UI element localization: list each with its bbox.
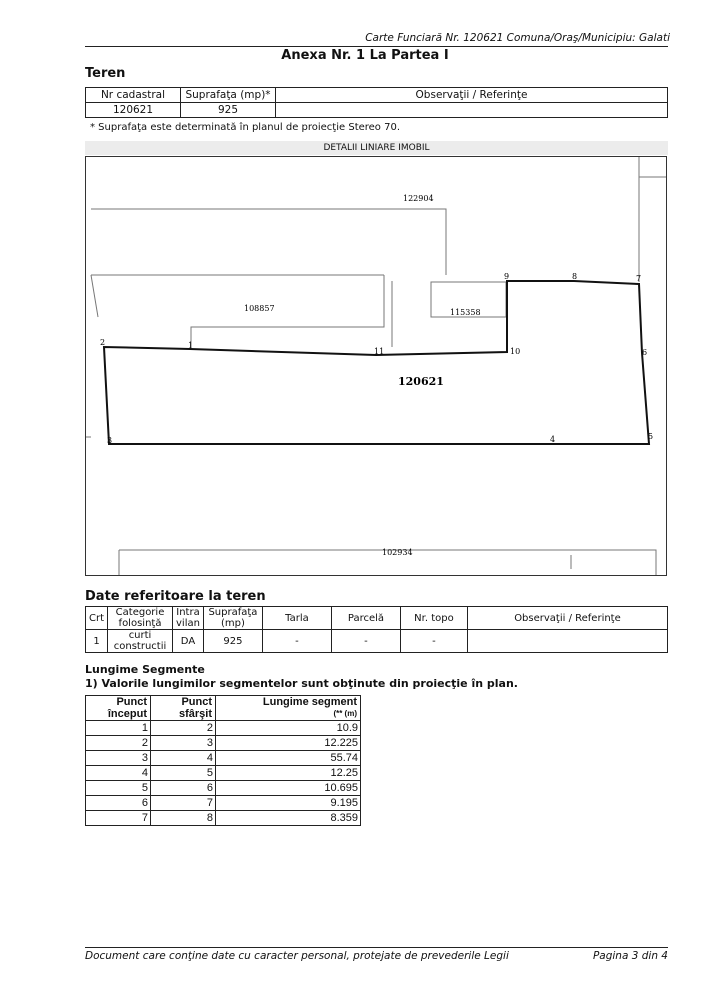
table-row	[86, 796, 361, 811]
date-ref-table	[85, 606, 668, 653]
teren-col-sup: Suprafaţa (mp)*	[181, 88, 276, 103]
teren-section-title: Teren	[85, 66, 126, 81]
dr-h-intravilan: Intra vilan	[173, 607, 204, 630]
point-1-label: 1	[188, 341, 194, 350]
point-9-label: 9	[504, 272, 510, 281]
parcel-map-svg	[86, 157, 666, 575]
seg-end: 4	[151, 751, 216, 766]
table-row	[86, 811, 361, 826]
table-row	[86, 736, 361, 751]
seg-len: 55.74	[216, 751, 361, 766]
annex-title: Anexa Nr. 1 La Partea I	[281, 48, 449, 63]
teren-col-nr: Nr cadastral	[86, 88, 181, 103]
teren-col-obs: Observaţii / Referinţe	[276, 88, 668, 103]
dr-tarla: -	[262, 630, 331, 653]
dr-h-observatii: Observaţii / Referinţe	[467, 607, 667, 630]
seg-h-len: Lungime segment	[262, 696, 357, 708]
point-labels	[100, 272, 653, 445]
dr-nrtopo: -	[400, 630, 467, 653]
teren-table	[85, 87, 668, 118]
dr-h-nrtopo: Nr. topo	[400, 607, 467, 630]
parcel-label-c: 115358	[450, 308, 481, 317]
table-row	[86, 751, 361, 766]
neighbor-lines	[86, 157, 666, 575]
seg-h-len-unit: (** (m)	[333, 709, 357, 718]
table-row	[86, 721, 361, 736]
seg-len: 10.9	[216, 721, 361, 736]
seg-end: 7	[151, 796, 216, 811]
seg-start: 7	[86, 811, 151, 826]
dr-intravilan: DA	[173, 630, 204, 653]
seg-len: 8.359	[216, 811, 361, 826]
seg-end: 8	[151, 811, 216, 826]
seg-start: 4	[86, 766, 151, 781]
footer-disclaimer: Document care conţine date cu caracter personal, protejate de prevederile Legii	[85, 950, 509, 962]
segments-table	[85, 695, 361, 826]
seg-len: 9.195	[216, 796, 361, 811]
parcel-label-a: 122904	[403, 194, 434, 203]
point-10-label: 10	[510, 347, 521, 356]
seg-start: 2	[86, 736, 151, 751]
segments-title: Lungime Segmente	[85, 663, 205, 676]
seg-h-start: Punct început	[86, 696, 151, 721]
header-divider	[85, 46, 668, 47]
seg-start: 5	[86, 781, 151, 796]
dr-h-categorie: Categorie folosinţă	[108, 607, 173, 630]
parcel-main-label: 120621	[398, 375, 444, 388]
point-6-label: 6	[642, 348, 648, 357]
page-number: Pagina 3 din 4	[592, 950, 668, 962]
point-4-label: 4	[550, 435, 556, 444]
map-title: DETALII LINIARE IMOBIL	[85, 141, 668, 155]
point-3-label: 3	[107, 436, 113, 445]
seg-start: 6	[86, 796, 151, 811]
footer-divider	[85, 947, 668, 948]
seg-h-end: Punct sfârşit	[151, 696, 216, 721]
point-8-label: 8	[572, 272, 578, 281]
point-11-label: 11	[374, 347, 385, 356]
parcel-boundary	[104, 281, 649, 444]
seg-start: 3	[86, 751, 151, 766]
seg-len: 12.25	[216, 766, 361, 781]
seg-len: 12.225	[216, 736, 361, 751]
dr-parcela: -	[331, 630, 400, 653]
teren-nr: 120621	[86, 103, 181, 118]
dr-observatii	[467, 630, 667, 653]
parcel-label-d: 102934	[382, 548, 413, 557]
dr-suprafata: 925	[203, 630, 262, 653]
seg-len: 10.695	[216, 781, 361, 796]
dr-categorie: curti constructii	[108, 630, 173, 653]
dr-h-crt: Crt	[86, 607, 108, 630]
dr-h-parcela: Parcelă	[331, 607, 400, 630]
dr-h-suprafata: Suprafaţa (mp)	[203, 607, 262, 630]
cf-header-label: Carte Funciară Nr. 120621 Comuna/Oraş/Municipiu: Galati	[365, 32, 670, 44]
point-5-label: 5	[648, 432, 654, 441]
seg-h-len-cell	[216, 696, 361, 721]
parcel-map	[85, 156, 667, 576]
segments-note: 1) Valorile lungimilor segmentelor sunt obţinute din proiecţie în plan.	[85, 677, 518, 690]
dr-crt: 1	[86, 630, 108, 653]
table-row	[86, 781, 361, 796]
dr-h-tarla: Tarla	[262, 607, 331, 630]
date-ref-title: Date referitoare la teren	[85, 589, 266, 604]
table-row	[86, 766, 361, 781]
seg-end: 6	[151, 781, 216, 796]
seg-end: 3	[151, 736, 216, 751]
seg-end: 2	[151, 721, 216, 736]
parcel-label-b: 108857	[244, 304, 275, 313]
point-2-label: 2	[100, 338, 106, 347]
seg-start: 1	[86, 721, 151, 736]
point-7-label: 7	[636, 274, 642, 283]
teren-obs	[276, 103, 668, 118]
teren-note: * Suprafaţa este determinată în planul de proiecţie Stereo 70.	[90, 122, 401, 133]
seg-end: 5	[151, 766, 216, 781]
teren-sup: 925	[181, 103, 276, 118]
